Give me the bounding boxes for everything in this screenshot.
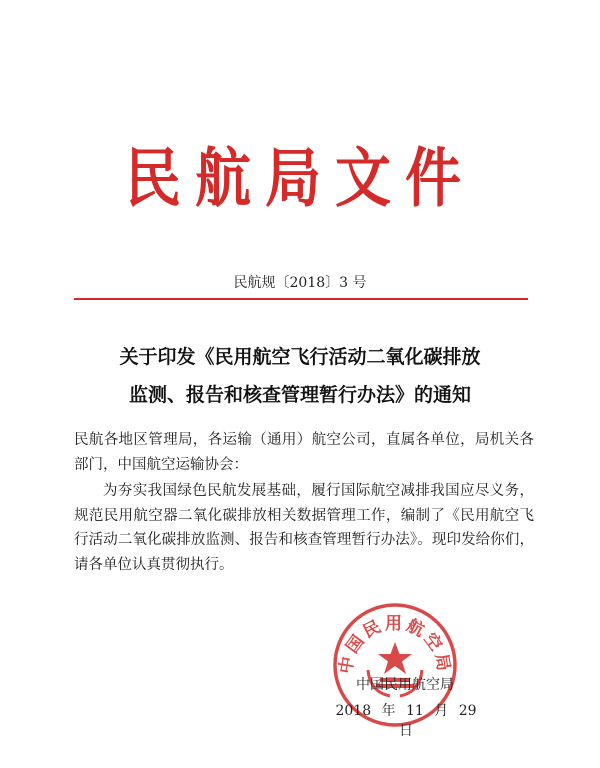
notice-title-line-2: 监测、报告和核查管理暂行办法》的通知 bbox=[128, 384, 471, 406]
notice-title bbox=[40, 338, 560, 414]
document-number: 民航规〔2018〕3 号 bbox=[233, 275, 367, 291]
issue-date: 2018 年 11 月 29 日 bbox=[335, 703, 477, 739]
document-masthead: 民航局文件 bbox=[125, 141, 475, 217]
notice-body bbox=[74, 428, 534, 577]
body-paragraph: 为夯实我国绿色民航发展基础，履行国际航空减排我国应尽义务，规范民用航空器二氧化碳排放相关数据管理工作，编制了《民用航空飞行活动二氧化碳排放监测、报告和核查管理暂行办法》。现印发给你们，请各单位认真贯彻执行。 bbox=[74, 483, 534, 573]
issuing-authority: 中国民用航空局 bbox=[356, 677, 454, 693]
addressee-line: 民航各地区管理局，各运输（通用）航空公司，直属各单位，局机关各部门，中国航空运输协会： bbox=[74, 432, 534, 473]
notice-title-line-1: 关于印发《民用航空飞行活动二氧化碳排放 bbox=[119, 346, 481, 368]
seal-text: 中国民用航空局 bbox=[336, 614, 454, 676]
red-divider-line bbox=[74, 298, 528, 300]
